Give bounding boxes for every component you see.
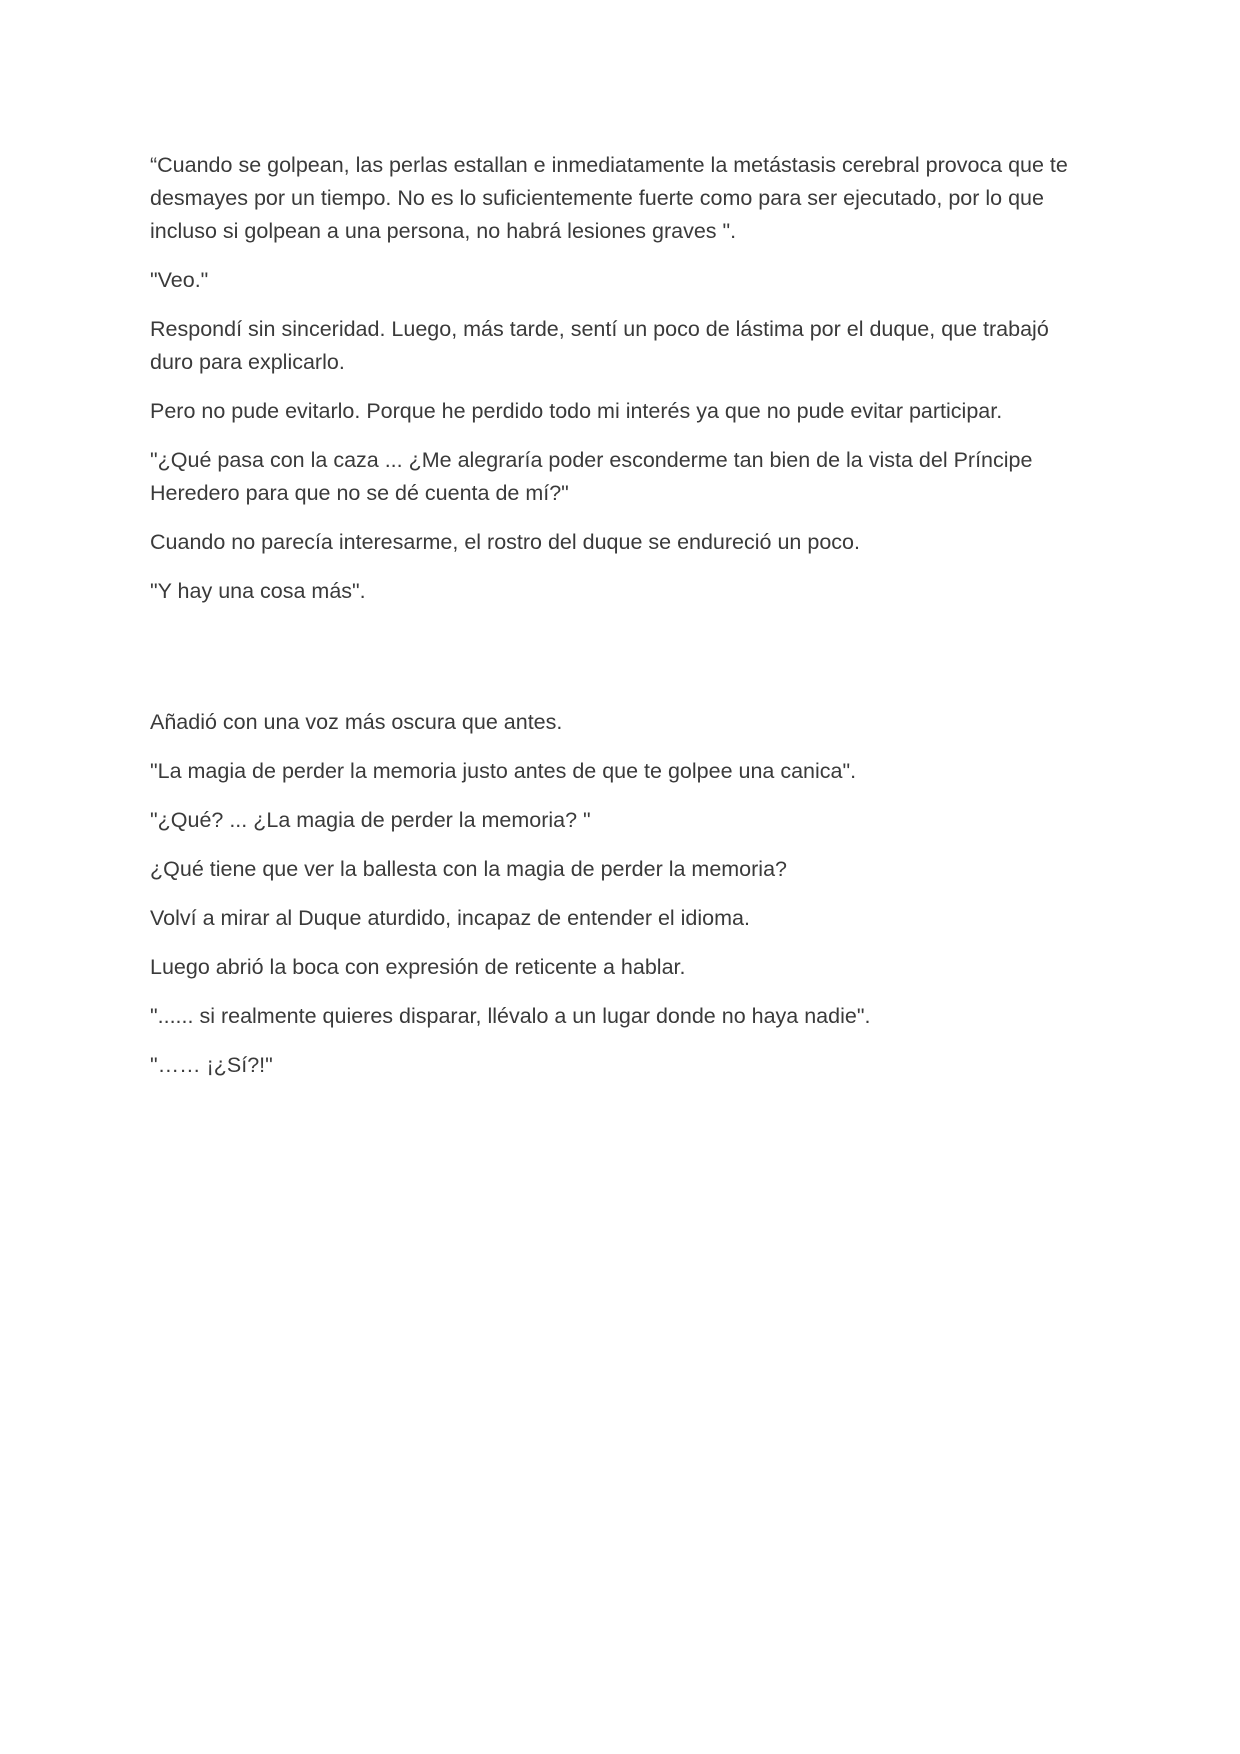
text-block-lower xyxy=(150,706,1095,1098)
paragraph: "...... si realmente quieres disparar, llévalo a un lugar donde no haya nadie". xyxy=(150,1004,871,1028)
paragraph: "¿Qué pasa con la caza ... ¿Me alegraría poder esconderme tan bien de la vista del Príncipe Heredero para que no se dé cuenta de mí?" xyxy=(150,448,1033,505)
paragraph: "Veo." xyxy=(150,268,209,292)
paragraph: Respondí sin sinceridad. Luego, más tarde, sentí un poco de lástima por el duque, que trabajó duro para explicarlo. xyxy=(150,317,1049,374)
paragraph: Añadió con una voz más oscura que antes. xyxy=(150,710,563,734)
paragraph: "La magia de perder la memoria justo antes de que te golpee una canica". xyxy=(150,759,857,783)
paragraph: “Cuando se golpean, las perlas estallan e inmediatamente la metástasis cerebral provoca que te desmayes por un tiempo. No es lo suficientemente fuerte como para ser ejecutado, por lo que incluso si golpean a una persona, no habrá lesiones graves ". xyxy=(150,153,1068,243)
paragraph: Pero no pude evitarlo. Porque he perdido todo mi interés ya que no pude evitar participar. xyxy=(150,399,1003,423)
paragraph: "¿Qué? ... ¿La magia de perder la memoria? " xyxy=(150,808,591,832)
paragraph: Volví a mirar al Duque aturdido, incapaz de entender el idioma. xyxy=(150,906,750,930)
paragraph: "…… ¡¿Sí?!" xyxy=(150,1053,273,1077)
paragraph: Cuando no parecía interesarme, el rostro del duque se endureció un poco. xyxy=(150,530,860,554)
text-block-upper xyxy=(150,149,1095,624)
paragraph: "Y hay una cosa más". xyxy=(150,579,366,603)
paragraph: ¿Qué tiene que ver la ballesta con la magia de perder la memoria? xyxy=(150,857,787,881)
paragraph: Luego abrió la boca con expresión de reticente a hablar. xyxy=(150,955,686,979)
